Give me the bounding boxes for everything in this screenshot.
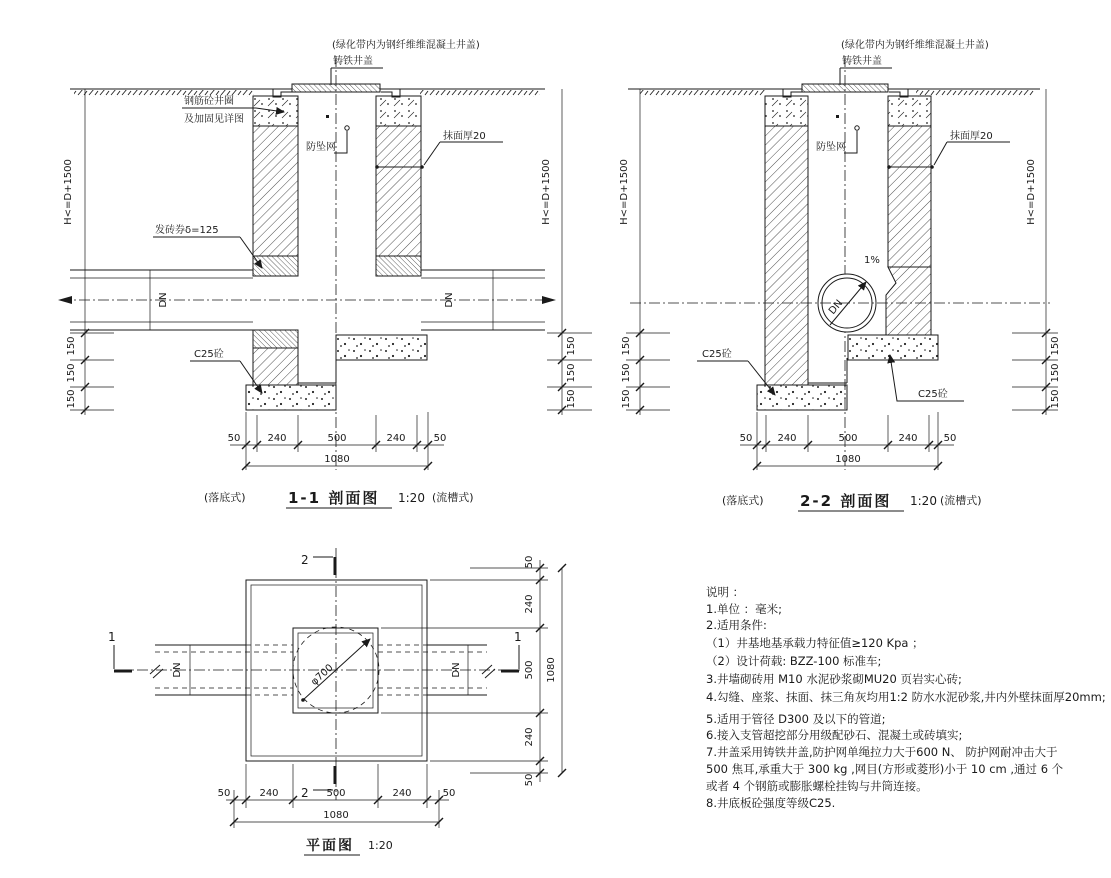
plan-scale: 1:20 <box>368 839 393 852</box>
dim-label: 150 <box>621 363 632 383</box>
dim-label: 150 <box>1050 363 1061 383</box>
note-line: 6.接入支管超挖部分用级配砂石、混凝土或砖填实; <box>706 728 963 742</box>
plaster-thickness-label: 抹面厚20 <box>950 131 993 142</box>
section-title: 1-1 剖面图 <box>288 489 380 507</box>
dim-label: 50 <box>433 433 447 444</box>
well-outer-square <box>246 580 427 761</box>
dim-label: 240 <box>777 433 797 444</box>
notes-block <box>706 585 1106 810</box>
c25-label: C25砼 <box>918 389 948 400</box>
anti-fall-net-label: 防坠网 <box>816 142 846 153</box>
dim-label: 150 <box>621 336 632 356</box>
note-line: 5.适用于管径 D300 及以下的管道; <box>706 712 886 726</box>
ring-note-line1: 钢筋砼井圈 <box>184 96 234 107</box>
dim-label: 50 <box>524 773 535 787</box>
section-scale: 1:20 <box>398 491 425 505</box>
well-wall-left <box>765 96 808 385</box>
well-wall-left-lower <box>253 330 298 385</box>
dim-label: 150 <box>566 389 577 409</box>
dim-total-label: 1080 <box>324 454 350 465</box>
section-title: 2-2 剖面图 <box>800 492 892 510</box>
ring-note-line2: 及加固见详图 <box>184 114 244 125</box>
well-wall-right <box>886 96 931 335</box>
dim-label: 150 <box>566 336 577 356</box>
dim-label: 500 <box>326 788 346 799</box>
note-line: 1.单位 ：毫米; <box>706 602 783 616</box>
note-line: 500 焦耳,承重大于 300 kg ,网目(方形或菱形)小于 10 cm ,通过 6 个 <box>706 762 1064 776</box>
section-mark-label: 2 <box>301 553 309 567</box>
dim-label: 150 <box>1050 389 1061 409</box>
notes-heading: 说明 ： <box>706 585 745 599</box>
c25-label: C25砼 <box>194 349 224 360</box>
dim-label: 240 <box>259 788 279 799</box>
dim-label: 150 <box>66 336 77 356</box>
section-type-label: (落底式) <box>204 491 246 504</box>
soil-hatch <box>916 90 1034 97</box>
pipe-dn-label: DN <box>444 292 455 308</box>
anti-fall-net-label: 防坠网 <box>306 142 336 153</box>
green-belt-note: (绿化带内为钢纤维维混凝土井盖) <box>332 40 480 51</box>
dim-label: 50 <box>739 433 753 444</box>
plan-dim-chain-right <box>381 556 566 787</box>
dim-label: 240 <box>392 788 412 799</box>
plan-title: 平面图 <box>306 838 354 854</box>
cast-iron-cover-label: 铸铁井盖 <box>333 56 373 67</box>
slope-label: 1% <box>864 255 880 266</box>
c25-strip <box>336 335 427 360</box>
note-line: 或者 4 个钢筋或膨胀螺栓挂钩与井筒连接。 <box>706 779 928 793</box>
dim-label: 50 <box>442 788 456 799</box>
note-line: 3.井墙砌砖用 M10 水泥砂浆砌MU20 页岩实心砖; <box>706 672 962 686</box>
vertical-dim-chain-left <box>619 89 670 415</box>
note-line: （2）设计荷载: BZZ-100 标准车; <box>706 654 882 668</box>
dim-label: 50 <box>227 433 241 444</box>
dim-label: 150 <box>621 389 632 409</box>
dim-label: 240 <box>524 727 535 747</box>
shaft-diameter-label: φ700 <box>309 662 336 688</box>
dim-label: 500 <box>838 433 858 444</box>
note-line: 7.井盖采用铸铁井盖,防护网单绳拉力大于600 N、 防护网耐冲击大于 <box>706 745 1058 759</box>
note-line: 2.适用条件: <box>706 618 767 632</box>
dim-label: 240 <box>386 433 406 444</box>
section-type-label: (落底式) <box>722 494 764 507</box>
section-2-2 <box>619 38 1061 511</box>
c25-label: C25砼 <box>702 349 732 360</box>
dim-label: 150 <box>66 363 77 383</box>
note-line: 4.勾缝、座浆、抹面、抹三角灰均用1:2 防水水泥砂浆,井内外壁抹面厚20mm; <box>706 690 1106 704</box>
dim-total-label: 1080 <box>323 810 349 821</box>
pipe-dn-label: DN <box>826 298 846 317</box>
dim-total-label: 1080 <box>835 454 861 465</box>
dim-label: 50 <box>943 433 957 444</box>
pipe-dn-label: DN <box>158 292 169 308</box>
dim-label: 50 <box>524 555 535 569</box>
dim-label: 150 <box>566 363 577 383</box>
dim-label: 150 <box>66 389 77 409</box>
depth-limit-label: H<=D+1500 <box>541 159 552 225</box>
section-type-label: (流槽式) <box>940 494 982 507</box>
note-line: （1）井基地基承载力特征值≥120 Kpa ； <box>706 636 924 650</box>
plaster-thickness-label: 抹面厚20 <box>443 131 486 142</box>
pipe-dn-label: DN <box>451 662 462 678</box>
manhole-cover <box>802 84 888 92</box>
vertical-dim-chain-left <box>63 89 114 415</box>
section-mark-label: 1 <box>108 630 116 644</box>
dim-label: 50 <box>217 788 231 799</box>
depth-limit-label: H<=D+1500 <box>1026 159 1037 225</box>
section-mark-2-top <box>301 553 335 575</box>
soil-hatch <box>420 90 540 97</box>
section-type-label: (流槽式) <box>432 491 474 504</box>
cast-iron-cover-label: 铸铁井盖 <box>842 56 882 67</box>
section-mark-1-left <box>108 630 132 671</box>
well-wall-right <box>376 96 421 276</box>
dim-label: 240 <box>267 433 287 444</box>
green-belt-note: (绿化带内为钢纤维维混凝土井盖) <box>841 40 989 51</box>
section-mark-label: 1 <box>514 630 522 644</box>
dim-label: 500 <box>327 433 347 444</box>
depth-limit-label: H<=D+1500 <box>63 159 74 225</box>
section-1-1 <box>58 38 592 508</box>
manhole-cover <box>292 84 380 92</box>
dim-total-label: 1080 <box>546 657 557 683</box>
section-mark-1-right <box>501 630 522 671</box>
section-mark-label: 2 <box>301 786 309 800</box>
plan-view <box>108 548 566 855</box>
well-wall-left <box>253 96 298 276</box>
dim-label: 240 <box>898 433 918 444</box>
pipe-dn-label: DN <box>172 662 183 678</box>
depth-limit-label: H<=D+1500 <box>619 159 630 225</box>
arch-course-note: 发砖券δ=125 <box>155 225 219 236</box>
dim-label: 500 <box>524 660 535 680</box>
dim-label: 240 <box>524 594 535 614</box>
flow-channel-bench <box>886 267 931 335</box>
section-scale: 1:20 <box>910 494 937 508</box>
soil-hatch <box>640 90 765 97</box>
vertical-dim-chain-right <box>541 89 592 415</box>
bottom-dim-chain <box>228 412 447 470</box>
dim-label: 150 <box>1050 336 1061 356</box>
vertical-dim-chain-right <box>1012 89 1061 415</box>
bottom-dim-chain <box>740 412 957 470</box>
note-line: 8.井底板砼强度等级C25. <box>706 796 836 810</box>
c25-strip <box>848 335 938 360</box>
